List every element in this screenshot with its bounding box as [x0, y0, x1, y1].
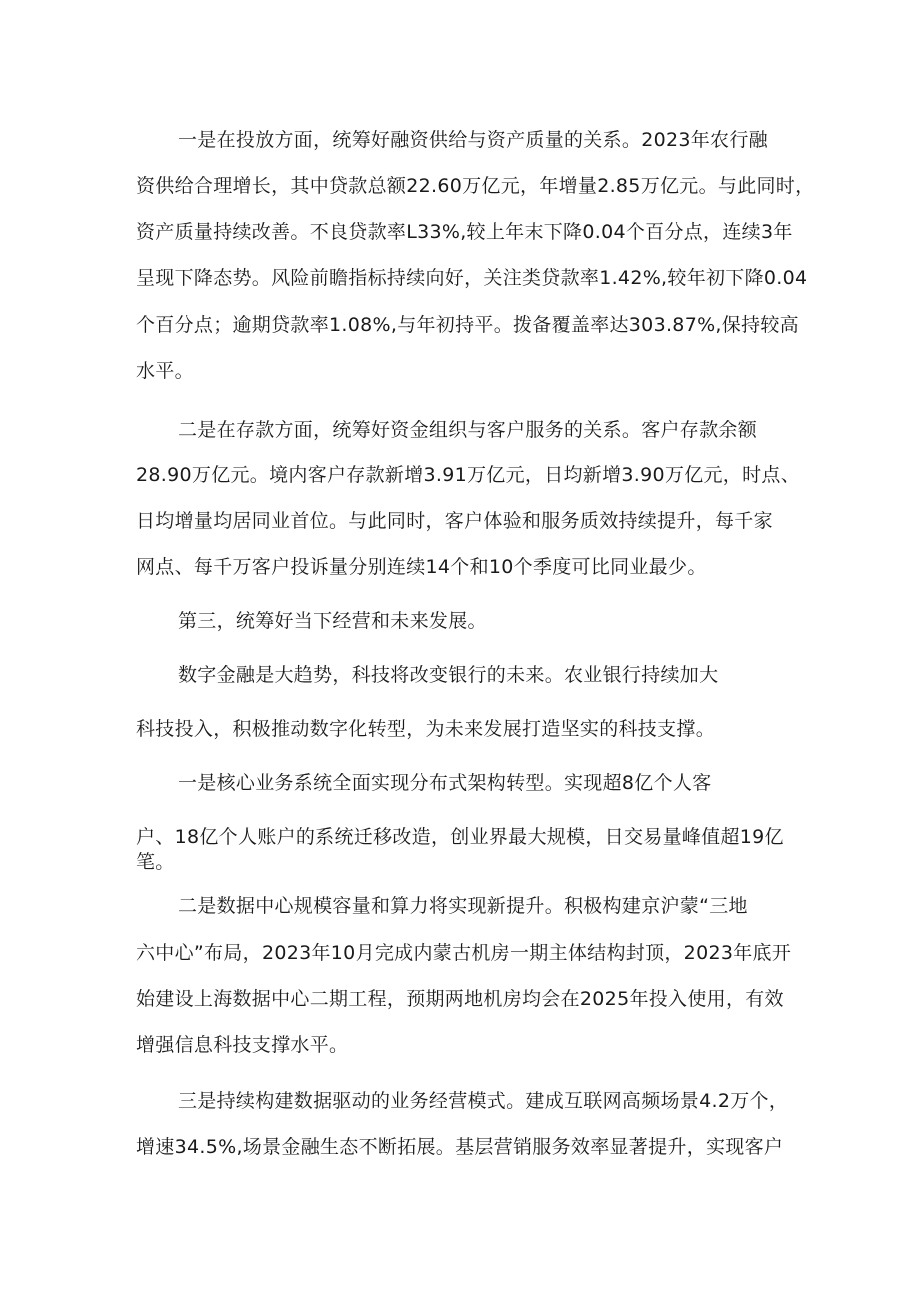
text-line-11: 第三，统筹好当下经营和未来发展。 — [178, 610, 487, 632]
text-line-12: 数字金融是大趋势，科技将改变银行的未来。农业银行持续加大 — [178, 664, 719, 686]
text-line-2: 资供给合理增长，其中贷款总额22.60万亿元，年增量2.85万亿元。与此同时， — [136, 175, 815, 197]
text-line-22: 增速34.5%,场景金融生态不断拓展。基层营销服务效率显著提升，实现客户 — [136, 1136, 784, 1158]
text-line-6: 水平。 — [136, 360, 194, 382]
text-line-8: 28.90万亿元。境内客户存款新增3.91万亿元，日均新增3.90万亿元，时点、 — [136, 464, 801, 486]
text-line-15: 户、18亿个人账户的系统迁移改造，创业界最大规模，日交易量峰值超19亿 — [136, 826, 784, 848]
text-line-1: 一是在投放方面，统筹好融资供给与资产质量的关系。2023年农行融 — [178, 129, 768, 151]
text-line-4: 呈现下降态势。风险前瞻指标持续向好，关注类贷款率1.42%,较年初下降0.04 — [136, 267, 808, 289]
text-line-20: 增强信息科技支撑水平。 — [136, 1034, 349, 1056]
text-line-13: 科技投入，积极推动数字化转型，为未来发展打造坚实的科技支撑。 — [136, 718, 716, 740]
text-line-17: 二是数据中心规模容量和算力将实现新提升。积极构建京沪蒙“三地 — [178, 895, 748, 917]
text-line-5: 个百分点；逾期贷款率1.08%,与年初持平。拨备覆盖率达303.87%,保持较高 — [136, 314, 799, 336]
text-line-10: 网点、每千万客户投诉量分别连续14个和10个季度可比同业最少。 — [136, 556, 707, 578]
text-line-19: 始建设上海数据中心二期工程，预期两地机房均会在2025年投入使用，有效 — [136, 988, 784, 1010]
text-line-9: 日均增量均居同业首位。与此同时，客户体验和服务质效持续提升，每千家 — [136, 510, 773, 532]
text-line-18: 六中心”布局，2023年10月完成内蒙古机房一期主体结构封顶，2023年底开 — [136, 942, 792, 964]
text-line-14: 一是核心业务系统全面实现分布式架构转型。实现超8亿个人客 — [178, 772, 712, 794]
text-line-16: 笔。 — [136, 851, 175, 873]
text-line-3: 资产质量持续改善。不良贷款率L33%,较上年末下降0.04个百分点，连续3年 — [136, 221, 793, 243]
text-line-21: 三是持续构建数据驱动的业务经营模式。建成互联网高频场景4.2万个， — [178, 1090, 789, 1112]
text-line-7: 二是在存款方面，统筹好资金组织与客户服务的关系。客户存款余额 — [178, 419, 758, 441]
